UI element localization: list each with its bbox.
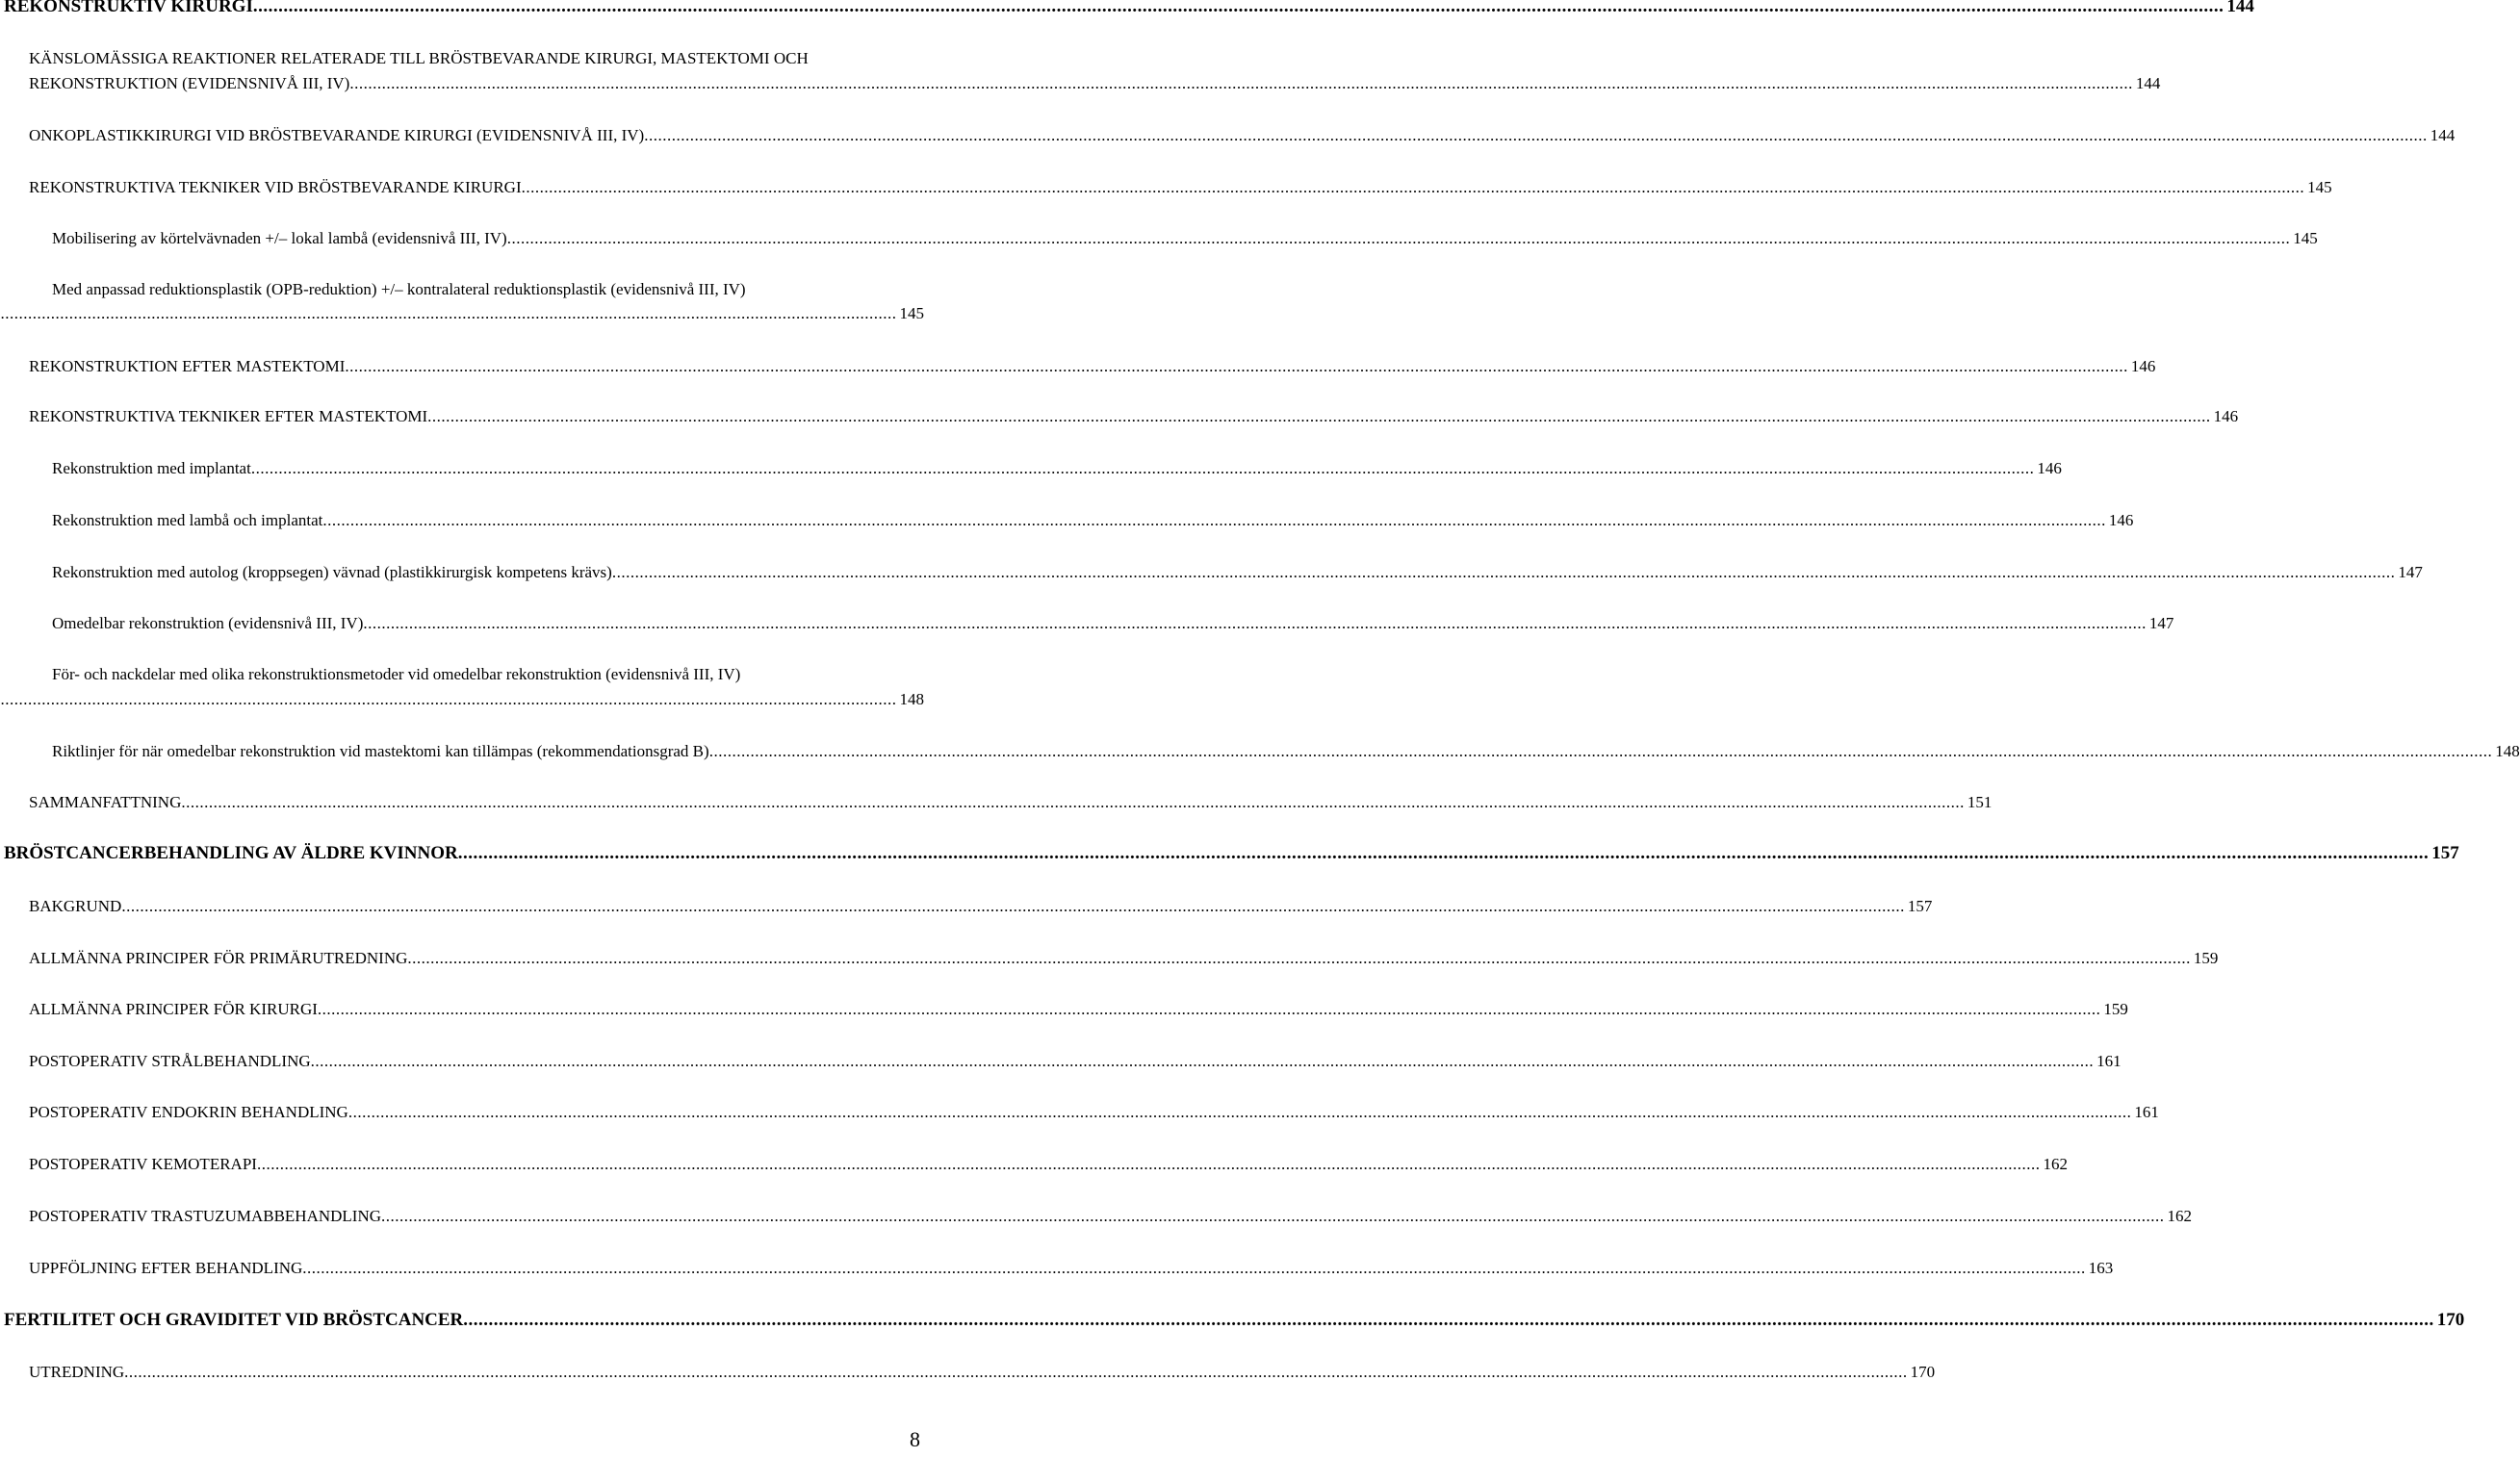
toc-line[interactable] <box>29 1050 2121 1073</box>
toc-entry-page: 148 <box>2495 742 2520 760</box>
dot-leader <box>363 612 2147 635</box>
toc-entry-title: UTREDNING <box>29 1363 125 1381</box>
toc-line[interactable] <box>29 1153 2068 1176</box>
dot-leader <box>124 1361 1908 1384</box>
toc-line[interactable] <box>29 998 2128 1021</box>
dot-leader <box>349 72 2133 95</box>
toc-line[interactable] <box>29 791 1993 814</box>
toc-entry-page: 145 <box>2307 178 2332 196</box>
toc-entry-title: REKONSTRUKTIVA TEKNIKER VID BRÖSTBEVARANDE KIRURGI <box>29 178 522 196</box>
toc-line[interactable] <box>4 842 2459 865</box>
toc-entry-title: REKONSTRUKTIV KIRURGI <box>4 0 253 16</box>
toc-entry-title: KÄNSLOMÄSSIGA REAKTIONER RELATERADE TILL BRÖSTBEVARANDE KIRURGI, MASTEKTOMI OCH <box>29 49 809 67</box>
dot-leader <box>251 457 2035 480</box>
toc-entry-title: UPPFÖLJNING EFTER BEHANDLING <box>29 1259 303 1277</box>
toc-entry-title: POSTOPERATIV ENDOKRIN BEHANDLING <box>29 1103 348 1121</box>
dot-leader <box>507 227 2291 250</box>
toc-entry-page: 161 <box>2134 1103 2159 1121</box>
dot-leader <box>311 1050 2095 1073</box>
dot-leader <box>522 176 2305 199</box>
toc-line[interactable] <box>29 947 2219 970</box>
toc-entry-title: REKONSTRUKTION EFTER MASTEKTOMI <box>29 357 346 375</box>
toc-entry-title: REKONSTRUKTION (EVIDENSNIVÅ III, IV) <box>29 74 350 92</box>
dot-leader <box>318 998 2101 1021</box>
toc-entry-title: Rekonstruktion med implantat <box>52 459 251 477</box>
toc-entry-title: Med anpassad reduktionsplastik (OPB-reduktion) +/– kontralateral reduktionsplastik (evidensnivå III, IV) <box>52 280 746 298</box>
toc-line[interactable] <box>29 176 2332 199</box>
toc-line[interactable] <box>29 355 2156 378</box>
toc-entry-page: 147 <box>2148 614 2174 632</box>
dot-leader <box>463 1309 2434 1332</box>
toc-entry-title: POSTOPERATIV KEMOTERAPI <box>29 1155 257 1173</box>
toc-line[interactable] <box>29 47 924 70</box>
dot-leader <box>427 405 2211 428</box>
dot-leader <box>302 1257 2086 1280</box>
toc-line[interactable] <box>52 278 924 301</box>
dot-leader <box>345 355 2128 378</box>
toc-entry-page: 170 <box>1910 1363 1936 1381</box>
dot-leader <box>322 509 2106 532</box>
toc-entry-title: ALLMÄNNA PRINCIPER FÖR PRIMÄRUTREDNING <box>29 949 408 967</box>
toc-entry-page: 163 <box>2088 1259 2114 1277</box>
toc-entry-page: 157 <box>2431 843 2459 863</box>
toc-entry-title: POSTOPERATIV STRÅLBEHANDLING <box>29 1052 311 1070</box>
toc-line[interactable] <box>52 227 2318 250</box>
toc-entry-page: 144 <box>2135 74 2161 92</box>
toc-entry-page: 162 <box>2043 1155 2068 1173</box>
toc-entry-title: REKONSTRUKTIVA TEKNIKER EFTER MASTEKTOMI <box>29 407 428 425</box>
dot-leader <box>257 1153 2041 1176</box>
dot-leader <box>181 791 1965 814</box>
toc-line[interactable] <box>52 688 924 711</box>
toc-entry-page: 146 <box>2213 407 2239 425</box>
dot-leader <box>121 895 1905 918</box>
toc-entry-title: Rekonstruktion med autolog (kroppsegen) vävnad (plastikkirurgisk kompetens krävs) <box>52 563 612 581</box>
dot-leader <box>0 688 897 711</box>
toc-entry-page: 144 <box>2226 0 2254 16</box>
dot-leader <box>253 0 2224 18</box>
toc-entry-page: 145 <box>899 304 924 322</box>
toc-entry-title: SAMMANFATTNING <box>29 793 182 811</box>
toc-line[interactable] <box>29 1205 2193 1228</box>
toc-line[interactable] <box>29 1257 2114 1280</box>
toc-entry-page: 170 <box>2436 1310 2465 1330</box>
toc-entry-page: 146 <box>2130 357 2156 375</box>
toc-entry-page: 159 <box>2193 949 2219 967</box>
toc-entry-title: Mobilisering av körtelvävnaden +/– lokal lambå (evidensnivå III, IV) <box>52 229 507 247</box>
dot-leader <box>644 124 2428 147</box>
dot-leader <box>458 842 2430 865</box>
toc-line[interactable] <box>29 1101 2159 1124</box>
toc-entry-title: ONKOPLASTIKKIRURGI VID BRÖSTBEVARANDE KIRURGI (EVIDENSNIVÅ III, IV) <box>29 126 645 144</box>
toc-entry-page: 148 <box>899 690 924 708</box>
toc-line[interactable] <box>52 302 924 325</box>
toc-line[interactable] <box>4 1309 2465 1332</box>
toc-line[interactable] <box>52 509 2134 532</box>
toc-entry-title: ALLMÄNNA PRINCIPER FÖR KIRURGI <box>29 1000 318 1018</box>
dot-leader <box>381 1205 2165 1228</box>
toc-line[interactable] <box>52 663 924 686</box>
toc-entry-page: 145 <box>2293 229 2318 247</box>
toc-entry-page: 144 <box>2430 126 2456 144</box>
toc-entry-title: Omedelbar rekonstruktion (evidensnivå III, IV) <box>52 614 364 632</box>
dot-leader <box>348 1101 2132 1124</box>
toc-line[interactable] <box>52 612 2174 635</box>
toc-entry-title: För- och nackdelar med olika rekonstruktionsmetoder vid omedelbar rekonstruktion (evidensnivå III, IV) <box>52 665 741 683</box>
toc-line[interactable] <box>29 124 2456 147</box>
toc-entry-title: FERTILITET OCH GRAVIDITET VID BRÖSTCANCER <box>4 1310 464 1330</box>
toc-entry-page: 159 <box>2103 1000 2128 1018</box>
toc-line[interactable] <box>29 72 2161 95</box>
toc-entry-title: BRÖSTCANCERBEHANDLING AV ÄLDRE KVINNOR <box>4 843 458 863</box>
toc-entry-title: POSTOPERATIV TRASTUZUMABBEHANDLING <box>29 1207 382 1225</box>
toc-line[interactable] <box>52 457 2062 480</box>
toc-line[interactable] <box>29 405 2239 428</box>
toc-entry-title: Riktlinjer för när omedelbar rekonstruktion vid mastektomi kan tillämpas (rekommendationsgrad B) <box>52 742 709 760</box>
toc-entry-page: 151 <box>1967 793 1993 811</box>
toc-line[interactable] <box>52 740 2520 763</box>
toc-entry-page: 161 <box>2096 1052 2121 1070</box>
page-number: 8 <box>910 1427 920 1451</box>
toc-line[interactable] <box>4 0 2254 18</box>
dot-leader <box>407 947 2191 970</box>
toc-entry-page: 146 <box>2037 459 2062 477</box>
dot-leader <box>612 561 2396 584</box>
dot-leader <box>709 740 2493 763</box>
toc-entry-title: Rekonstruktion med lambå och implantat <box>52 511 323 529</box>
toc-line[interactable] <box>29 895 1933 918</box>
toc-entry-page: 162 <box>2167 1207 2193 1225</box>
toc-entry-page: 157 <box>1907 897 1933 915</box>
dot-leader <box>0 302 897 325</box>
toc-entry-page: 146 <box>2108 511 2134 529</box>
toc-entry-page: 147 <box>2398 563 2423 581</box>
toc-line[interactable] <box>52 561 2423 584</box>
toc-entry-title: BAKGRUND <box>29 897 122 915</box>
toc-line[interactable] <box>29 1361 1936 1384</box>
